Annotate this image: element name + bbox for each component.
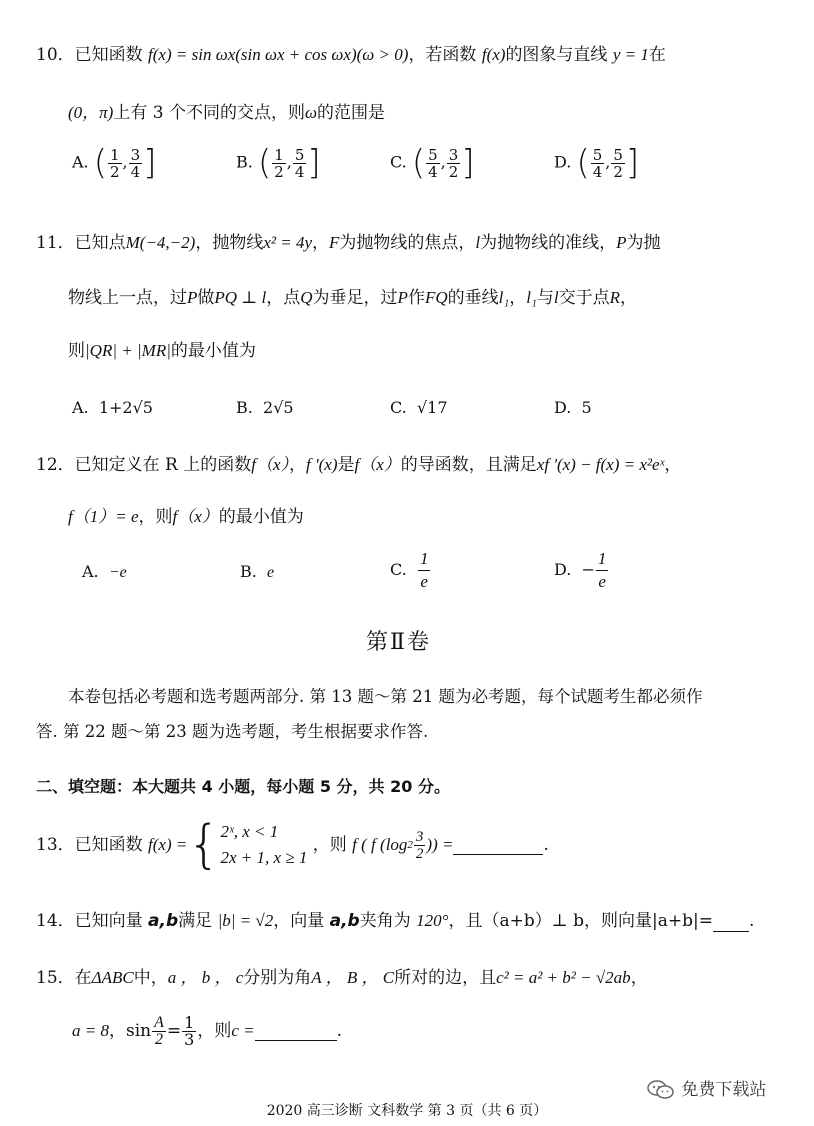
q12-option-c: C. $\frac{1}{e}$ [390,549,429,591]
q11-line1: 11．已知点M(−4,−2)，抛物线x² = 4y，F为抛物线的焦点，l为抛物线的准线，P为抛 [36,233,661,253]
option-label: C. [390,152,407,172]
q14: 14．已知向量 a,b满足 |b| = √2，向量 a,b夹角为 120°，且（a+b）⊥ b，则向量|a+b|= . [36,911,755,931]
q11-option-d: D. 5 [554,398,592,417]
q10-line1: 10．已知函数 f(x) = sin ωx(sin ωx + cos ωx)(ω > 0)，若函数 f(x)的图象与直线 y = 1在 [36,45,666,65]
page-footer: 2020 高三诊断 文科数学 第 3 页（共 6 页） [266,1103,548,1119]
part-intro-line2: 答. 第 22 题～第 23 题为选考题，考生根据要求作答. [36,722,429,741]
section-heading: 二、填空题：本大题共 4 小题，每小题 5 分，共 20 分。 [36,777,450,796]
question-number: 13． [36,835,75,855]
q12-line2: f（1）= e，则f（x）的最小值为 [68,507,304,527]
q13: 13． 已知函数 f(x) = { 2ˣ, x < 1 2x + 1, x ≥ 1 ，则 f ( f (log 2 $\frac{3}{2}$ )) = . [36,815,549,875]
wechat-icon [646,1079,676,1101]
question-number: 12． [36,455,75,475]
q12-option-d: D. − $\frac{1}{e}$ [554,549,607,591]
q11-line3: 则|QR| + |MR|的最小值为 [68,341,256,361]
q11-line2: 物线上一点，过P做PQ ⊥ l，点Q为垂足，过P作FQ的垂线l₁，l₁与l交于点R， [68,288,638,308]
watermark: 免费下载站 [646,1075,766,1101]
q10-option-d: D. ( $\frac{5}{4}$ , $\frac{5}{2}$ ] [554,143,640,183]
q15-line2: a = 8 ， sin $\frac{A}{2}$ = $\frac{1}{3}$ ，则 c = . [72,1012,343,1049]
option-label: A. [72,152,89,172]
q12-option-a: A. −e [82,562,127,581]
q10-option-c: C. ( $\frac{5}{4}$ , $\frac{3}{2}$ ] [390,143,475,183]
q10-option-a: A. ( $\frac{1}{2}$ , $\frac{3}{4}$ ] [72,143,157,183]
q11-option-a: A. 1+2√5 [72,398,153,417]
math-expression: f(x) = sin ωx(sin ωx + cos ωx)(ω > 0) [148,45,409,64]
answer-blank [255,1022,337,1041]
part-title: 第Ⅱ卷 [366,630,431,655]
q15-line1: 15．在ΔABC中，a ， b ， c分别为角A ， B ， C所对的边，且c² = a² + b² − √2ab， [36,968,648,988]
q12-option-b: B. e [240,562,275,581]
question-number: 15． [36,968,75,988]
answer-blank [713,913,749,932]
question-number: 14． [36,911,75,931]
option-label: B. [236,152,253,172]
question-number: 11． [36,233,75,253]
q10-option-b: B. ( $\frac{1}{2}$ , $\frac{5}{4}$ ] [236,143,321,183]
question-number: 10． [36,45,75,65]
part-intro-line1: 本卷包括必考题和选考题两部分. 第 13 题～第 21 题为必考题，每个试题考生都必须作 [68,687,703,706]
q11-option-c: C. √17 [390,398,448,417]
q11-option-b: B. 2√5 [236,398,294,417]
q10-line2: (0，π)上有 3 个不同的交点，则ω的范围是 [68,103,385,123]
answer-blank [453,836,543,855]
option-label: D. [554,152,572,172]
piecewise-cases: 2ˣ, x < 1 2x + 1, x ≥ 1 [220,822,308,867]
q12-line1: 12．已知定义在 R 上的函数f（x），f '(x)是f（x）的导函数，且满足xf '(x) − f(x) = x²eˣ， [36,455,682,475]
